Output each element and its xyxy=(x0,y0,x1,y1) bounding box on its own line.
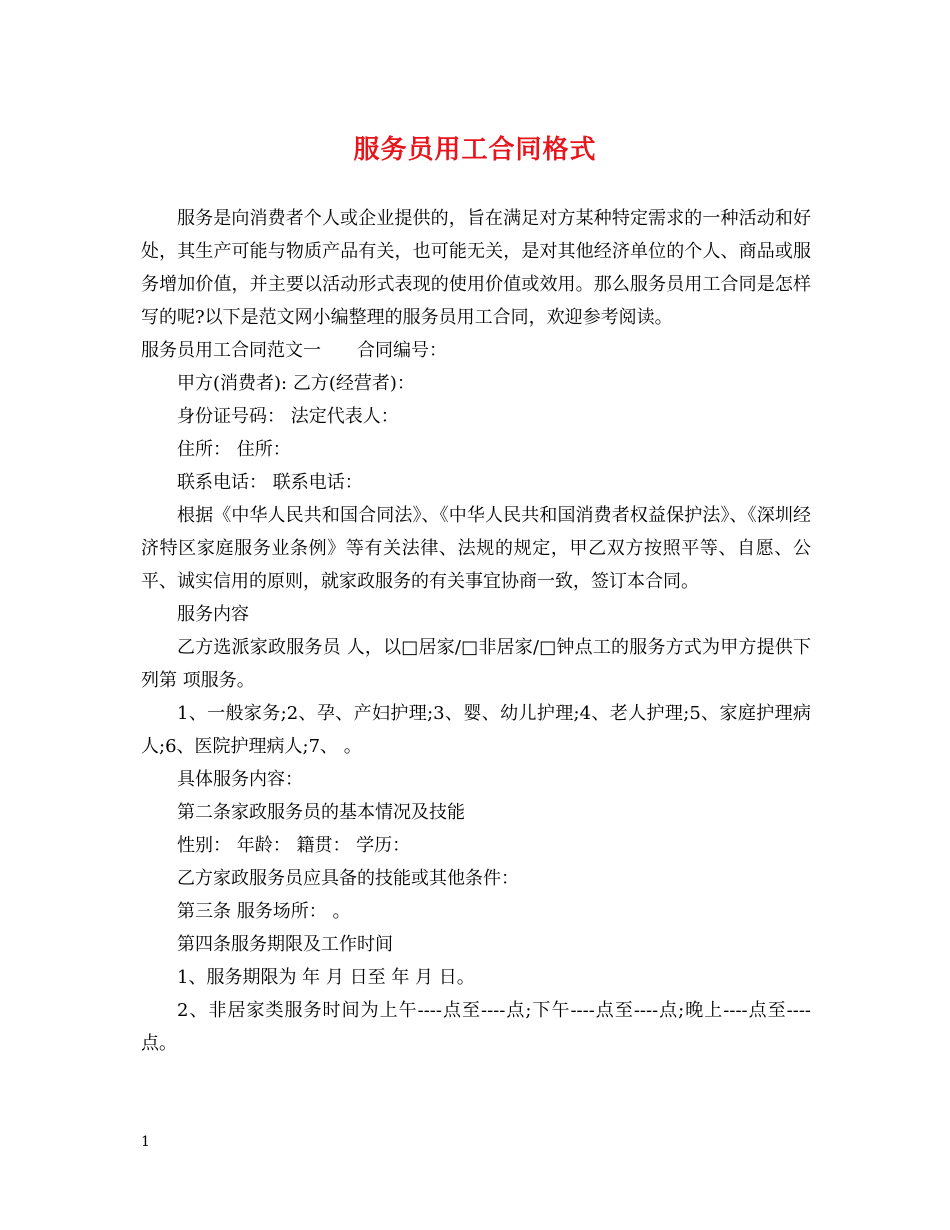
address-line: 住所： 住所： xyxy=(177,439,291,460)
skills-line: 乙方家政服务员应具备的技能或其他条件： xyxy=(177,868,519,889)
article-two-heading: 第二条家政服务员的基本情况及技能 xyxy=(177,802,465,823)
id-line: 身份证号码： 法定代表人： xyxy=(177,406,399,427)
article-four-heading: 第四条服务期限及工作时间 xyxy=(177,934,393,955)
service-content-heading: 服务内容 xyxy=(177,604,249,625)
specific-content-line: 具体服务内容： xyxy=(177,769,303,790)
phone-line: 联系电话： 联系电话： xyxy=(177,472,363,493)
service-items-paragraph: 1、一般家务;2、孕、产妇护理;3、婴、幼儿护理;4、老人护理;5、家庭护理病人;6、医院护理病人;7、 。 xyxy=(141,703,811,757)
legal-basis-paragraph: 根据《中华人民共和国合同法》、《中华人民共和国消费者权益保护法》、《深圳经济特区家庭服务业条例》等有关法律、法规的规定，甲乙双方按照平等、自愿、公平、诚实信用的原则，就家政服务的有关事宜协商一致，签订本合同。 xyxy=(141,505,811,592)
party-line: 甲方(消费者): 乙方(经营者)： xyxy=(177,373,415,394)
service-period-line: 1、服务期限为 年 月 日至 年 月 日。 xyxy=(177,967,475,988)
intro-paragraph: 服务是向消费者个人或企业提供的，旨在满足对方某种特定需求的一种活动和好处，其生产可能与物质产品有关，也可能无关，是对其他经济单位的个人、商品或服务增加价值，并主要以活动形式表现的使用价值或效用。那么服务员用工合同是怎样写的呢?以下是范文网小编整理的服务员用工合同，欢迎参考阅读。 xyxy=(141,208,811,328)
article-three-line: 第三条 服务场所： 。 xyxy=(177,901,351,922)
document-title: 服务员用工合同格式 xyxy=(353,135,597,165)
page-number: 1 xyxy=(141,1134,150,1150)
working-hours-paragraph: 2、非居家类服务时间为上午----点至----点;下午----点至----点;晚上----点至----点。 xyxy=(141,1000,811,1054)
service-mode-paragraph: 乙方选派家政服务员 人，以□居家/□非居家/□钟点工的服务方式为甲方提供下列第 项服务。 xyxy=(141,637,811,691)
worker-info-line: 性别： 年龄： 籍贯： 学历： xyxy=(177,835,411,856)
section-heading-sample-one: 服务员用工合同范文一 合同编号： xyxy=(141,340,447,361)
document-body xyxy=(141,202,811,1060)
